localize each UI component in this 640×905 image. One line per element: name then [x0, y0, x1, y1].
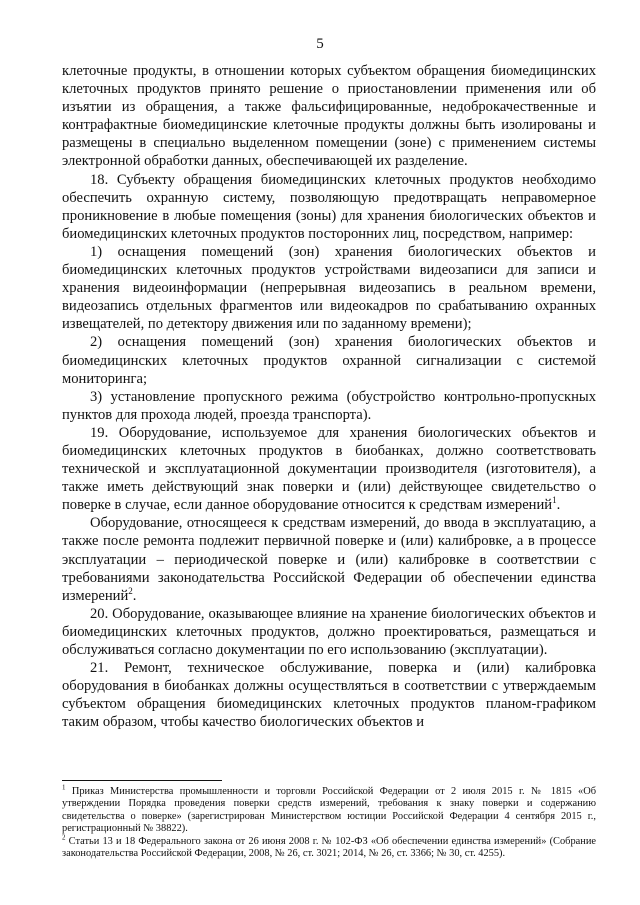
paragraph-20: 20. Оборудование, оказывающее влияние на хранение биологических объектов и биомедицинских клеточных продуктов, должно проектироваться, размещаться и обслуживаться согласно документации по его использованию (эксплуатации). — [62, 605, 596, 658]
footnote-1: $^1$ Приказ Министерства промышленности и торговли Российской Федерации от 2 июля 2015 г. № 1815 «Об утверждении Порядка проведения поверки средств измерений, требования к знаку поверки и содержанию свидетельства о поверке» (зарегистрирован Министерством юстиции Российской Федерации 4 сентября 2015 г., регистрационный № 38822). — [62, 783, 596, 835]
footnotes — [62, 783, 596, 860]
footnote-2: $^2$ Статьи 13 и 18 Федерального закона от 26 июня 2008 г. № 102-ФЗ «Об обеспечении единства измерений» (Собрание законодательства Российской Федерации, 2008, № 26, ст. 3021; 2014, № 26, ст. 3366; № 30, ст. 4255). — [62, 833, 596, 860]
paragraph-21: 21. Ремонт, техническое обслуживание, поверка и (или) калибровка оборудования в биобанках должны осуществляться в соответствии с утверждаемым субъектом обращения биомедицинских клеточных продуктов планом-графиком таким образом, чтобы качество биологических объектов и — [62, 660, 596, 731]
list-item-3: 3) установление пропускного режима (обустройство контрольно-пропускных пунктов для прохода людей, проезда транспорта). — [62, 388, 596, 423]
footnote-ref-1: 1 — [552, 495, 557, 506]
list-item-1: 1) оснащения помещений (зон) хранения биологических объектов и биомедицинских клеточных продуктов устройствами видеозаписи для записи и хранения видеоинформации (непрерывная видеозапись в реальном времени, видеозапись отдельных фрагментов или видеокадров по срабатыванию охранных извещателей, по детектору движения или по заданному времени); — [62, 243, 596, 333]
page-number: 5 — [316, 36, 324, 52]
footnote-divider — [62, 780, 222, 781]
paragraph-18: 18. Субъекту обращения биомедицинских клеточных продуктов необходимо обеспечить охранную систему, позволяющую предотвращать неправомерное проникновение в любые помещения (зоны) для хранения биологических объектов и биомедицинских клеточных продуктов посторонних лиц, посредством, например: — [62, 171, 596, 242]
paragraph-continuation: клеточные продукты, в отношении которых субъектом обращения биомедицинских клеточных продуктов принято решение о приостановлении применения или об изъятии из обращения, а также фальсифицированные, недоброкачественные и контрафактные биомедицинские клеточные продукты должны быть изолированы и размещены в специально выделенном помещении (зоне) с применением системы электронной обработки данных, обеспечивающей их разделение. — [62, 63, 596, 170]
paragraph-19-measuring: Оборудование, относящееся к средствам измерений, до ввода в эксплуатацию, а также после ремонта подлежит первичной поверке и (или) калибровке, а в процессе эксплуатации – периодической поверке и (или) калибровке в соответствии с требованиями законодательства Российской Федерации об обеспечении единства измерений$^2$. — [62, 515, 596, 604]
paragraph-19: 19. Оборудование, используемое для хранения биологических объектов и биомедицинских клеточных продуктов в биобанках, должно соответствовать технической и эксплуатационной документации производителя (изготовителя), а также иметь действующий знак поверки и (или) действующее свидетельство о поверке в случае, если данное оборудование относится к средствам измерений$^1$. — [62, 424, 596, 514]
body-text — [62, 62, 596, 731]
footnote-ref-2: 2 — [128, 585, 133, 596]
list-item-2: 2) оснащения помещений (зон) хранения биологических объектов и биомедицинских клеточных продуктов охранной сигнализации с системой мониторинга; — [62, 334, 596, 387]
